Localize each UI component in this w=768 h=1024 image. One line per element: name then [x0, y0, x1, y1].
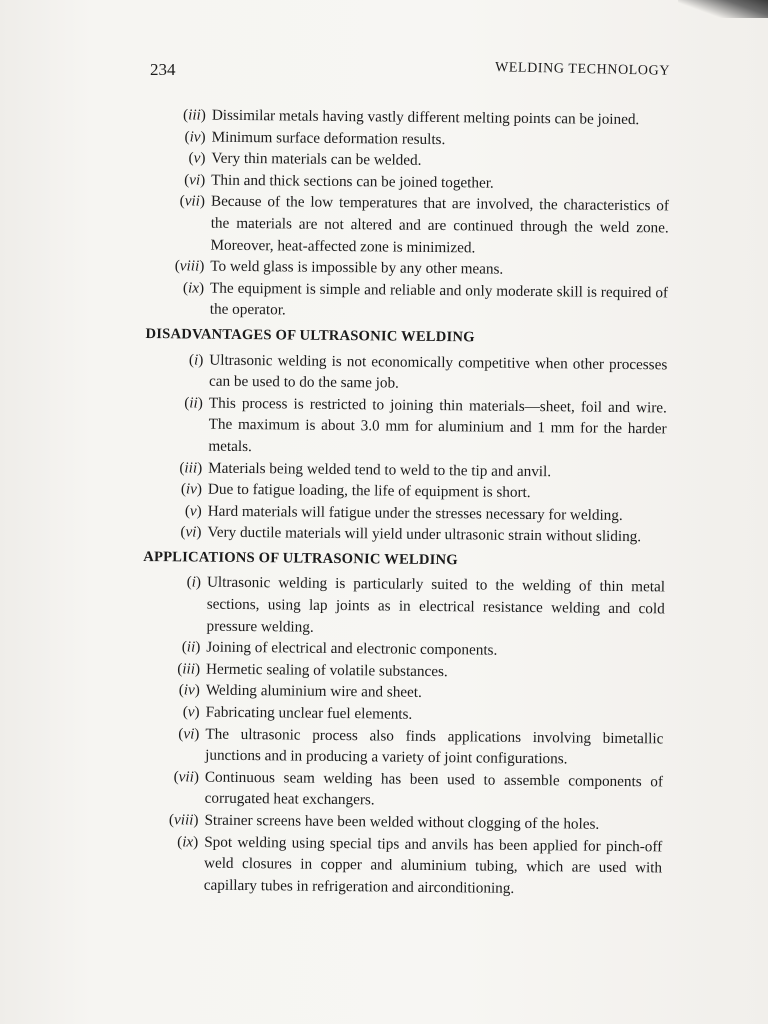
- item-text: Joining of electrical and electronic components.: [206, 638, 498, 659]
- item-text: Strainer screens have been welded without clogging of the holes.: [204, 811, 600, 833]
- item-text: Due to fatigue loading, the life of equipment is short.: [207, 480, 531, 502]
- item-number: (viii): [174, 257, 205, 275]
- item-number: (i): [186, 573, 202, 592]
- item-number: (v): [184, 502, 202, 520]
- item-text: Welding aluminium wire and sheet.: [205, 682, 422, 702]
- item-text: Because of the low temperatures that are involved, the characteristics of the materials are not altered and are continued through the weld zone. Moreover, heat-affected zone is minimized.: [210, 193, 670, 256]
- item-number: (iv): [180, 480, 203, 498]
- list-item: [148, 277, 668, 326]
- item-number: (iii): [179, 458, 203, 477]
- item-text: Ultrasonic welding is not economically competitive when other processes can be used to do the same job.: [209, 351, 668, 392]
- item-number: (iii): [177, 660, 201, 678]
- item-text: Very ductile materials will yield under ultrasonic strain without sliding.: [207, 523, 642, 546]
- page-number: 234: [150, 60, 176, 79]
- list-item: [143, 766, 663, 815]
- item-text: The ultrasonic process also finds applications involving bimetallic junctions and in producing a variety of joint configurations.: [205, 725, 664, 768]
- list-item: [146, 392, 667, 462]
- item-text: Thin and thick sections can be joined together.: [211, 171, 494, 192]
- item-text: To weld glass is impossible by any other means.: [210, 257, 504, 278]
- item-number: (ii): [184, 394, 203, 412]
- page-body: [142, 104, 670, 901]
- item-text: Hermetic sealing of volatile substances.: [205, 660, 448, 680]
- list-item: [142, 831, 663, 901]
- list-item: [144, 571, 665, 641]
- item-text: Very thin materials can be welded.: [211, 149, 422, 170]
- item-text: Dissimilar metals having vastly different melting points can be joined.: [211, 106, 640, 129]
- item-text: Fabricating unclear fuel elements.: [205, 703, 413, 723]
- item-number: (iv): [178, 681, 200, 699]
- item-number: (v): [188, 149, 206, 167]
- item-text: Spot welding using special tips and anvils has been applied for pinch-off weld closures in copper and aluminium tubing, which are used with capillary tubes in refrigeration and airconditioning.: [203, 833, 663, 897]
- item-number: (vii): [179, 192, 206, 210]
- list-item: [147, 349, 667, 398]
- item-text: The equipment is simple and reliable and only moderate skill is required of the operator.: [209, 279, 669, 319]
- item-number: (iii): [183, 106, 206, 124]
- item-number: (ix): [177, 832, 199, 851]
- item-number: (viii): [168, 811, 199, 829]
- section-heading-disadvantages: DISADVANTAGES OF ULTRASONIC WELDING: [145, 325, 475, 346]
- item-number: (vi): [184, 171, 206, 189]
- item-number: (ix): [182, 279, 205, 297]
- list-item: [148, 190, 669, 260]
- item-text: Hard materials will fatigue under the stresses necessary for welding.: [207, 502, 623, 524]
- item-number: (vi): [180, 523, 202, 541]
- list-item: [145, 521, 665, 548]
- item-number: (vii): [173, 768, 200, 786]
- page-corner-shadow: [678, 0, 768, 18]
- item-number: (i): [188, 350, 204, 369]
- item-number: (ii): [181, 638, 201, 656]
- item-text: Materials being welded tend to weld to the tip and anvil.: [208, 459, 552, 480]
- item-text: Continuous seam welding has been used to assemble components of corrugated heat exchangers.: [204, 768, 664, 809]
- item-text: This process is restricted to joining thin materials—sheet, foil and wire. The maximum is about 3.0 mm for aluminium and 1 mm for the harder metals.: [208, 394, 667, 455]
- item-number: (iv): [184, 127, 206, 146]
- item-text: Minimum surface deformation results.: [211, 128, 446, 148]
- item-text: Ultrasonic welding is particularly suited to the welding of thin metal sections, using lap joints as in electrical resistance welding and cold pressure welding.: [206, 574, 666, 636]
- section-heading-applications: APPLICATIONS OF ULTRASONIC WELDING: [143, 548, 458, 569]
- running-head: WELDING TECHNOLOGY: [494, 60, 671, 79]
- item-number: (vi): [178, 724, 200, 743]
- list-item: [143, 723, 663, 772]
- item-number: (v): [182, 703, 200, 721]
